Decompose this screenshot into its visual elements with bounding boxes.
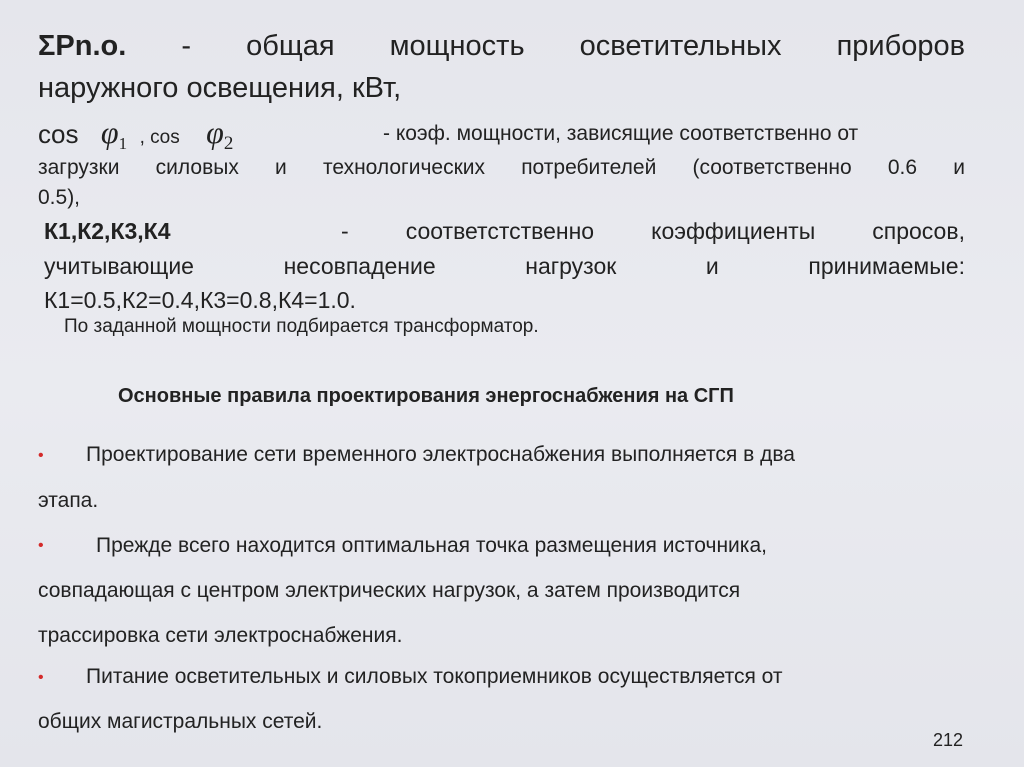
pno-word: осветительных [579,30,782,62]
pno-dash: - [181,30,192,62]
pno-definition-line1 [38,30,965,63]
cos-description-line1: - коэф. мощности, зависящие соответственно от [383,122,859,145]
cos-label-1: cos [38,119,79,149]
k-symbol: К1,К2,К3,К4 [44,218,171,244]
cos-desc-word: технологических [322,156,485,179]
phi-2-subscript: 2 [223,133,234,154]
transformer-note: По заданной мощности подбирается трансформатор. [64,316,539,337]
k-definition-line3: К1=0.5,К2=0.4,К3=0.8,К4=1.0. [44,287,356,313]
pno-symbol: ΣPn.o. [38,30,127,62]
cos-desc-word: потребителей [521,156,657,179]
bullet-marker: • [38,447,44,464]
bullet-2-line2: совпадающая с центром электрических нагрузок, а затем производится [38,579,741,602]
bullet-2-line3: трассировка сети электроснабжения. [38,624,403,647]
k-word: коэффициенты [651,218,816,244]
k-word: принимаемые: [808,253,965,279]
pno-word: приборов [836,30,965,62]
pno-word: общая [246,30,335,62]
bullet-2-line1: Прежде всего находится оптимальная точка размещения источника, [96,534,767,557]
cos-phi-formula [38,114,234,154]
k-word: несовпадение [283,253,436,279]
cos-desc-word: силовых [155,156,239,179]
section-title: Основные правила проектирования энергоснабжения на СГП [118,385,734,407]
cos-desc-word: 0.6 [887,156,918,179]
k-word: спросов, [872,218,965,244]
cos-desc-word: загрузки [38,156,120,179]
cos-desc-word: и [953,156,965,179]
k-definition-line1 [44,218,965,245]
pno-word: мощность [389,30,525,62]
phi-1: φ [100,114,119,150]
bullet-marker: • [38,537,44,554]
phi-2: φ [206,114,224,150]
cos-desc-word: (соответственно [692,156,852,179]
k-word: - [341,218,349,244]
cos-description-line2 [38,156,965,180]
cos-label-2: , cos [139,127,180,148]
pno-definition-line2: наружного освещения, кВт, [38,72,402,104]
k-word: соответстственно [405,218,595,244]
bullet-3-line2: общих магистральных сетей. [38,710,323,733]
cos-desc-word: и [275,156,287,179]
bullet-1-line2: этапа. [38,489,99,512]
bullet-1-line1: Проектирование сети временного электроснабжения выполняется в два [86,443,795,466]
page-number: 212 [933,730,964,750]
cos-description-line3: 0.5), [38,186,81,209]
k-definition-line2 [44,253,965,280]
k-word: нагрузок [525,253,617,279]
bullet-marker: • [38,669,44,686]
k-word: учитывающие [44,253,194,279]
phi-1-subscript: 1 [118,134,128,153]
bullet-3-line1: Питание осветительных и силовых токоприемников осуществляется от [86,665,783,688]
k-word: и [705,253,719,279]
